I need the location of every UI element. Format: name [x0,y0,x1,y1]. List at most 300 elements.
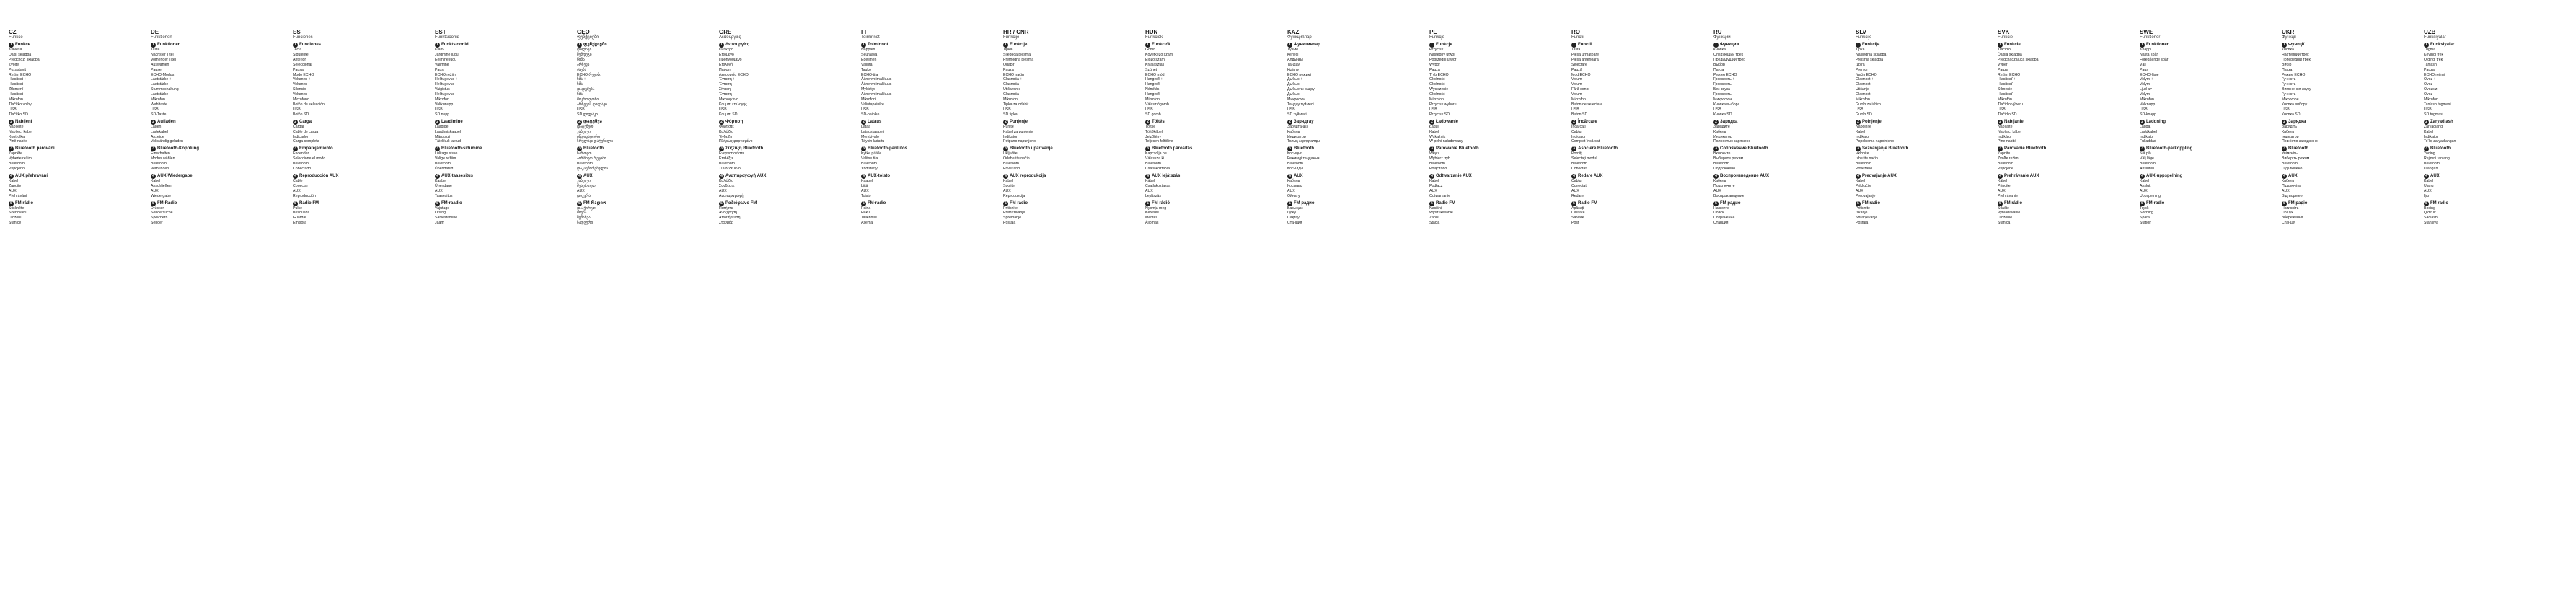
instruction-line: Täysin ladattu [861,139,885,144]
section-header [1856,174,1949,179]
instruction-line: Postaja [1856,221,1869,226]
instruction-line: Kontrolka [9,134,25,139]
instruction-line: Přehrávání [9,193,27,198]
instruction-line: Дыбыс + [1287,77,1303,82]
instruction-line: Lülitage sisse [435,151,458,156]
instruction-line: Lautstärke [151,92,169,97]
instruction-line: აირჩიეთ რეჟიმი [577,156,606,162]
instruction-line: Tauko [861,67,871,72]
section-number-icon: 5 [861,201,866,206]
instruction-line: Επιλέξτε [719,156,733,162]
instruction-line: Tryck [2140,206,2149,211]
section-number-icon: 1 [1145,43,1150,48]
instruction-line: Valimine [435,62,449,67]
instruction-line: Гучність + [2282,77,2299,82]
instruction-line: Głośność − [1429,82,1449,87]
instruction-line: Kabel [1429,178,1439,183]
section-header [9,201,102,206]
instruction-line: Spremanje [1003,216,1022,221]
section-number-icon: 4 [861,174,866,179]
section-number-icon: 1 [1003,43,1008,48]
section-title: Asociere Bluetooth [1578,146,1618,151]
section-number-icon: 2 [9,120,14,125]
section-number-icon: 4 [2424,174,2429,179]
section-header [1998,120,2091,125]
section-title: AUX [583,173,593,178]
instruction-line: Bluetooth [1145,162,1161,167]
language-heading: Funkcije [1856,35,1872,40]
section-title: AUX-uppspelning [2146,173,2183,178]
section-number-icon: 1 [719,43,724,48]
instruction-line: Seleccione el modo [293,156,326,162]
instruction-line: Režim ECHO [1998,72,2021,77]
instruction-line: Klávesa [9,48,22,52]
instruction-line: Salvestamine [435,216,458,221]
instruction-line: Tlačidlo SD [1998,112,2017,117]
instruction-line: Станция [1713,221,1729,226]
instruction-line: ECHO režiim [435,72,457,77]
instruction-line: USB [719,107,727,112]
instruction-line: Bluetooth [151,162,167,167]
instruction-line: Gomb [1145,48,1156,52]
instruction-line: Valige režiim [435,156,456,162]
instruction-line: AUX [1429,188,1437,193]
instruction-line: Καλώδιο [719,178,733,183]
language-column [435,29,529,599]
instruction-line: Głośność + [1429,77,1449,82]
instruction-line: Hlasitost − [9,82,27,87]
instruction-line: Προηγούμενο [719,57,742,62]
section-number-icon: 1 [1998,43,2003,48]
instruction-line: Tlačítko volby [9,102,32,107]
instruction-line: AUX [1998,188,2006,193]
section-header [1429,174,1523,179]
instruction-line: Κουμπί SD [719,112,738,117]
instruction-line: Kaabel [435,178,447,183]
instruction-line: Punite [1003,124,1014,129]
instruction-line: Przycisk SD [1429,112,1450,117]
instruction-line: Indikator [2140,134,2154,139]
instruction-line: Fără sonor [1571,87,1590,92]
section-header [1713,120,1807,125]
section-number-icon: 1 [1287,43,1292,48]
instruction-line: SD-painike [861,112,880,117]
instruction-line: Bluetooth [1713,162,1729,167]
section-title: Prehrávanie AUX [2004,173,2039,178]
instruction-line: Қосылды [1287,167,1304,172]
language-column [2424,29,2518,599]
instruction-line: AUX [1145,188,1153,193]
section-number-icon: 1 [9,43,14,48]
instruction-line: Πλήκτρο [719,48,733,52]
instruction-line: Nabíjejte [9,124,24,129]
language-heading: Функции [1713,35,1731,40]
instruction-line: Priključite [1856,183,1872,188]
instruction-line: Bluetooth [1429,162,1445,167]
instruction-line: Wahltaste [151,102,167,107]
instruction-line: Režim ECHO [9,72,32,77]
instruction-line: Knapp [2140,48,2151,52]
instruction-line: Подключено [1713,167,1735,172]
instruction-line: ხმა − [577,82,586,87]
section-title: Redare AUX [1578,173,1603,178]
section-number-icon: 3 [2424,146,2429,151]
instruction-line: AUX [719,188,727,193]
instruction-line: Pripojené [1998,167,2013,172]
section-title: FM radio [2430,200,2448,206]
instruction-line: Pauza [2424,67,2435,72]
instruction-line: Кабель [1713,178,1726,183]
instruction-line: Αποθήκευση [719,216,741,221]
section-title: Bluetooth-Kopplung [157,146,199,151]
instruction-line: Następny utwór [1429,52,1456,57]
instruction-line: USB [1287,107,1295,112]
instruction-line: Кабель [1713,129,1726,134]
section-number-icon: 2 [1856,120,1861,125]
instruction-line: Station [2140,221,2152,226]
instruction-line: Μικρόφωνο [719,97,738,102]
instruction-line: Glasnoća [1003,92,1019,97]
section-number-icon: 4 [2282,174,2287,179]
section-number-icon: 1 [2282,43,2287,48]
instruction-line: Tlačidlo výberu [1998,102,2023,107]
instruction-line: AUX [435,188,443,193]
instruction-line: Glasnoća − [1003,82,1023,87]
instruction-line: Αναπαραγωγή [719,193,744,198]
section-number-icon: 3 [151,146,156,151]
instruction-line: Кнопка [1713,48,1726,52]
instruction-line: Pause [151,67,162,72]
instruction-line: Bluetooth [577,162,593,167]
language-heading: Funciones [293,35,313,40]
instruction-line: Helitugevus + [435,77,458,82]
section-number-icon: 5 [719,201,724,206]
section-title: Αναπαραγωγή AUX [725,173,767,178]
instruction-line: Кнопка SD [2282,112,2301,117]
instruction-line: დადუმება [577,87,595,92]
section-title: Ραδιόφωνο FM [725,200,757,206]
instruction-line: Pretraživanje [1003,211,1025,216]
instruction-line: Otsing [435,211,446,216]
instruction-line: USB [1145,107,1153,112]
instruction-line: AUX [2140,188,2148,193]
instruction-line: Поиск [1713,211,1724,216]
instruction-line: Ijro [2424,193,2430,198]
instruction-line: Sender [151,221,163,226]
section-header [1429,146,1523,151]
instruction-line: Laden [151,124,162,129]
section-title: AUX lejátszás [1152,173,1181,178]
instruction-line: Keresés [1145,211,1160,216]
instruction-line: Némítás [1145,87,1160,92]
instruction-line: Cable de carga [293,129,319,134]
instruction-line: Połączono [1429,167,1447,172]
instruction-line: Laddkabel [2140,129,2157,134]
instruction-line: Mykistys [861,87,875,92]
section-title: AUX [1294,173,1303,178]
section-title: Punjenje [1010,119,1028,124]
section-title: დატენვა [583,119,602,124]
instruction-line: Stansiya [2424,221,2438,226]
section-header [1571,43,1665,48]
instruction-line: Volumen − [293,82,311,87]
instruction-line: Wskaźnik [1429,134,1446,139]
section-number-icon: 4 [9,174,14,179]
instruction-line: Дыбысты өшіру [1287,87,1315,92]
section-number-icon: 2 [2424,120,2429,125]
section-header [9,174,102,179]
section-title: Зарядка [1720,119,1738,124]
section-number-icon: 3 [861,146,866,151]
instruction-line: Fulladdad [2140,139,2156,144]
instruction-line: Zapněte [9,151,23,156]
instruction-line: Дыбыс [1287,92,1300,97]
section-title: Bluetooth-parkoppling [2146,146,2193,151]
instruction-line: Conectado [293,167,312,172]
instruction-line: Mentés [1145,216,1158,221]
language-column [2282,29,2376,599]
instruction-line: AUX [1713,188,1721,193]
instruction-line: Выбор [1713,62,1725,67]
section-number-icon: 2 [1287,120,1292,125]
section-header [1145,120,1239,125]
language-heading: Функції [2282,35,2296,40]
section-header [1003,43,1097,48]
section-number-icon: 5 [1429,201,1434,206]
instruction-line: შემდეგი [577,52,592,57]
instruction-line: Pritisnite [1003,206,1018,211]
instruction-line: AUX [151,188,159,193]
instruction-line: Kapcsolja be [1145,151,1167,156]
instruction-line: Napolnite [1856,124,1871,129]
section-number-icon: 3 [577,146,582,151]
instruction-line: Станция [1287,221,1302,226]
instruction-line: Ένταση + [719,77,736,82]
section-number-icon: 3 [2282,146,2287,151]
instruction-line: Klahv [435,48,444,52]
section-header [2140,174,2233,179]
instruction-line: Kabel za punjenje [1003,129,1033,134]
section-title: Párovanie Bluetooth [2004,146,2047,151]
instruction-line: SD gomb [1145,112,1161,117]
language-code: FI [861,29,867,35]
instruction-line: Индикатор [1287,134,1306,139]
language-column [1145,29,1239,599]
instruction-line: Tanlash [2424,62,2437,67]
section-title: Funkcije [1010,43,1028,47]
section-number-icon: 1 [1856,43,1861,48]
instruction-line: Állomás [1145,221,1159,226]
instruction-line: Nabíjecí kabel [9,129,32,134]
instruction-line: Uloženie [1998,216,2013,221]
instruction-line: Indikator [1003,134,1018,139]
instruction-line: W pełni naładowany [1429,139,1463,144]
instruction-line: Таңдау [1287,62,1300,67]
section-title: ფუნქციები [583,43,607,47]
section-number-icon: 4 [2140,174,2145,179]
section-header [2282,174,2376,179]
section-title: FM რადიო [583,200,606,206]
instruction-line: Полностью заряжено [1713,139,1751,144]
instruction-line: Ένταση [719,92,732,97]
section-title: Funkce [15,43,31,47]
section-number-icon: 2 [1003,120,1008,125]
section-header [2282,120,2376,125]
section-header [861,120,955,125]
section-title: FM rádio [2004,200,2022,206]
language-heading: Funcții [1571,35,1584,40]
instruction-line: AUX [1571,188,1579,193]
instruction-line: Vklopite [1856,151,1869,156]
instruction-line: Gumb SD [1856,112,1872,117]
instruction-line: Indikator [1856,134,1870,139]
section-header [861,174,955,179]
section-header [1145,43,1239,48]
instruction-line: Режим ECHO [2282,72,2306,77]
instruction-line: Föregående spår [2140,57,2169,62]
section-header [2424,120,2518,125]
instruction-line: AUX [9,188,17,193]
language-column [1571,29,1665,599]
instruction-line: ხმა [577,92,583,97]
instruction-line: SD-knapp [2140,112,2157,117]
instruction-line: Szünet [1145,67,1157,72]
instruction-line: Індикатор [2282,134,2299,139]
instruction-line: To‘liq zaryadlangan [2424,139,2456,144]
instruction-line: Anzeige [151,134,164,139]
instruction-line: Hlasitost [9,92,23,97]
instruction-line: Ztlumení [9,87,24,92]
instruction-line: Mikrofon [9,97,23,102]
instruction-line: Pripojte [1998,183,2011,188]
instruction-line: Вимкнення звуку [2282,87,2311,92]
language-code: HUN [1145,29,1158,35]
instruction-line: Bluetooth [1998,162,2013,167]
instruction-line: Sökning [2140,211,2153,216]
language-code: HR / CNR [1003,29,1029,35]
instruction-line: Uključite [1003,151,1018,156]
instruction-line: Poprzedni utwór [1429,57,1457,62]
instruction-line: AUX [2282,188,2290,193]
section-header [1713,43,1807,48]
instruction-line: USB [1998,107,2006,112]
instruction-line: Hangerő − [1145,82,1163,87]
instruction-line: Πατήστε [719,206,733,211]
instruction-line: Кабель [1287,178,1300,183]
instruction-line: Ühendage [435,183,452,188]
language-code: ES [293,29,301,35]
instruction-line: Tipka za odabir [1003,102,1029,107]
section-header [435,174,529,179]
instruction-line: Bluetooth [1571,162,1587,167]
instruction-line: Ulangan [2424,167,2438,172]
instruction-line: Kabel [1429,129,1439,134]
instruction-line: ECHO-Modus [151,72,175,77]
instruction-line: Mikrofon [1145,97,1160,102]
instruction-line: Επιλογή [719,62,733,67]
instruction-line: Încărcați [1571,124,1586,129]
language-column [861,29,955,599]
instruction-line: Paina [861,206,871,211]
instruction-line: Збереження [2282,216,2303,221]
section-number-icon: 5 [2140,201,2145,206]
instruction-line: Cablu [1571,178,1582,183]
section-number-icon: 5 [577,201,582,206]
instruction-line: ECHO-läge [2140,72,2159,77]
section-title: Ładowanie [1436,119,1459,124]
instruction-line: Ένταση − [719,82,736,87]
instruction-line: Válassza ki [1145,156,1165,162]
instruction-line: Spara [2140,216,2150,221]
instruction-line: Povezano [1003,167,1020,172]
instruction-line: კაბელი [577,178,591,183]
instruction-line: Кідірту [1287,67,1300,72]
section-header [1287,43,1381,48]
section-number-icon: 3 [719,146,724,151]
section-number-icon: 3 [1856,146,1861,151]
section-header [151,174,244,179]
section-number-icon: 1 [577,43,582,48]
section-header [1713,174,1807,179]
instruction-line: Plne nabité [1998,139,2016,144]
instruction-line: ECHO режимі [1287,72,1312,77]
instruction-line: Asema [861,221,873,226]
instruction-line: ინდიკატორი [577,134,600,139]
instruction-line: Ljud av [2140,87,2152,92]
section-title: Funktsioonid [441,43,469,47]
section-header [1287,201,1381,206]
section-title: Funktioner [2146,43,2169,47]
instruction-line: Kabel [9,178,19,183]
instruction-line: ECHO rejimi [2424,72,2445,77]
section-header [1003,120,1097,125]
instruction-line: Emisora [293,221,307,226]
section-title: Laadimine [441,119,463,124]
instruction-line: Buton SD [1571,112,1588,117]
instruction-line: Odabir [1003,62,1015,67]
instruction-line: Tipka [1856,48,1865,52]
instruction-line: Нажмите [1713,206,1729,211]
instruction-line: Căutare [1571,211,1585,216]
section-title: FM радио [1720,200,1741,206]
instruction-line: ღილაკი [577,48,592,52]
instruction-line: Wybór [1429,62,1440,67]
section-number-icon: 3 [1571,146,1576,151]
instruction-line: Selectați modul [1571,156,1597,162]
instruction-line: Мікрофон [2282,97,2299,102]
instruction-line: ხმა + [577,77,586,82]
instruction-line: USB [1003,107,1011,112]
instruction-line: Teljesen feltöltve [1145,139,1173,144]
section-header [1998,174,2091,179]
section-title: Nabíjanie [2004,119,2024,124]
instruction-line: Толық зарядталды [1287,139,1320,144]
instruction-line: Αναζήτηση [719,211,738,216]
instruction-line: Натисніть [2282,206,2299,211]
instruction-line: Gumb za izbiro [1856,102,1881,107]
instruction-line: Συνδεδεμένο [719,167,741,172]
instruction-line: Pausa [293,67,304,72]
instruction-line: Ovoz [2424,92,2433,97]
section-header [719,43,813,48]
section-title: FM-radio [868,200,886,206]
section-number-icon: 2 [293,120,298,125]
section-title: Reproducción AUX [299,173,339,178]
instruction-line: Modus wählen [151,156,175,162]
section-header [1145,174,1239,179]
section-title: Carga [299,119,312,124]
language-heading: ფუნქციები [577,35,599,40]
